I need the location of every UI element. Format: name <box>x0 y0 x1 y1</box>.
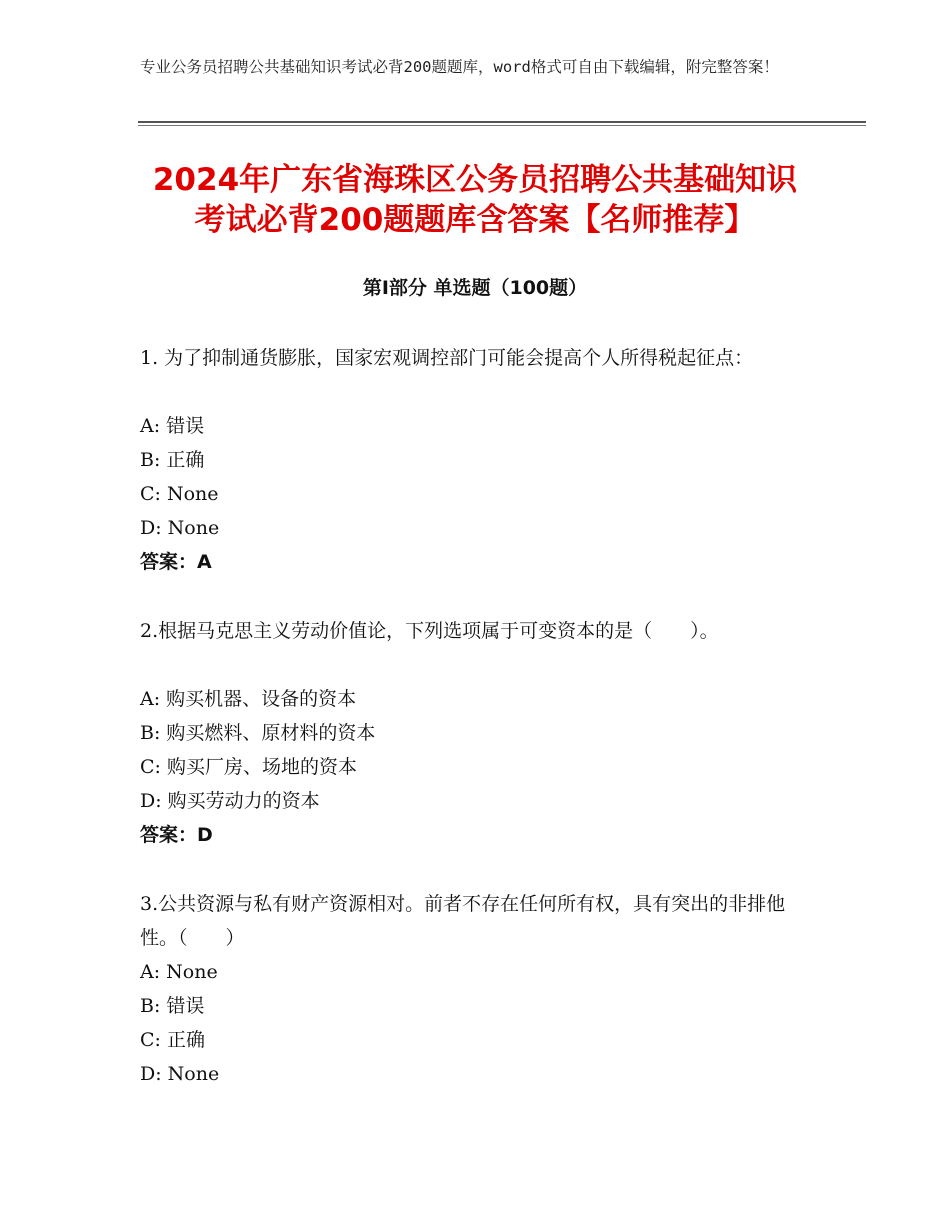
question-3-option-b: B: 错误 <box>140 995 205 1017</box>
section-title: 第I部分 单选题（100题） <box>362 277 588 299</box>
question-2-text: 2.根据马克思主义劳动价值论，下列选项属于可变资本的是（ ）。 <box>140 620 719 642</box>
question-2-option-d: D: 购买劳动力的资本 <box>140 790 320 812</box>
header-divider <box>138 121 866 123</box>
question-3-text: 3.公共资源与私有财产资源相对。前者不存在任何所有权，具有突出的非排他性。（ ） <box>140 893 786 949</box>
question-1-option-d: D: None <box>140 517 220 539</box>
question-1-option-a: A: 错误 <box>140 415 205 437</box>
question-1-option-c: C: None <box>140 483 219 505</box>
header-divider-thin <box>138 125 866 126</box>
question-1-answer: 答案：A <box>140 551 212 573</box>
question-2-option-a: A: 购买机器、设备的资本 <box>140 688 357 710</box>
question-3-option-c: C: 正确 <box>140 1029 205 1051</box>
question-1-text: 1. 为了抑制通货膨胀，国家宏观调控部门可能会提高个人所得税起征点： <box>140 347 754 369</box>
document-title: 2024年广东省海珠区公务员招聘公共基础知识考试必背200题题库含答案【名师推荐】 <box>152 162 798 238</box>
question-2-option-c: C: 购买厂房、场地的资本 <box>140 756 357 778</box>
question-2-answer: 答案：D <box>140 824 213 846</box>
question-2-option-b: B: 购买燃料、原材料的资本 <box>140 722 376 744</box>
question-1-option-b: B: 正确 <box>140 449 205 471</box>
question-3-option-a: A: None <box>140 961 218 983</box>
question-3-option-d: D: None <box>140 1063 220 1085</box>
header-note: 专业公务员招聘公共基础知识考试必背200题题库，word格式可自由下载编辑，附完整答案！ <box>140 58 779 76</box>
